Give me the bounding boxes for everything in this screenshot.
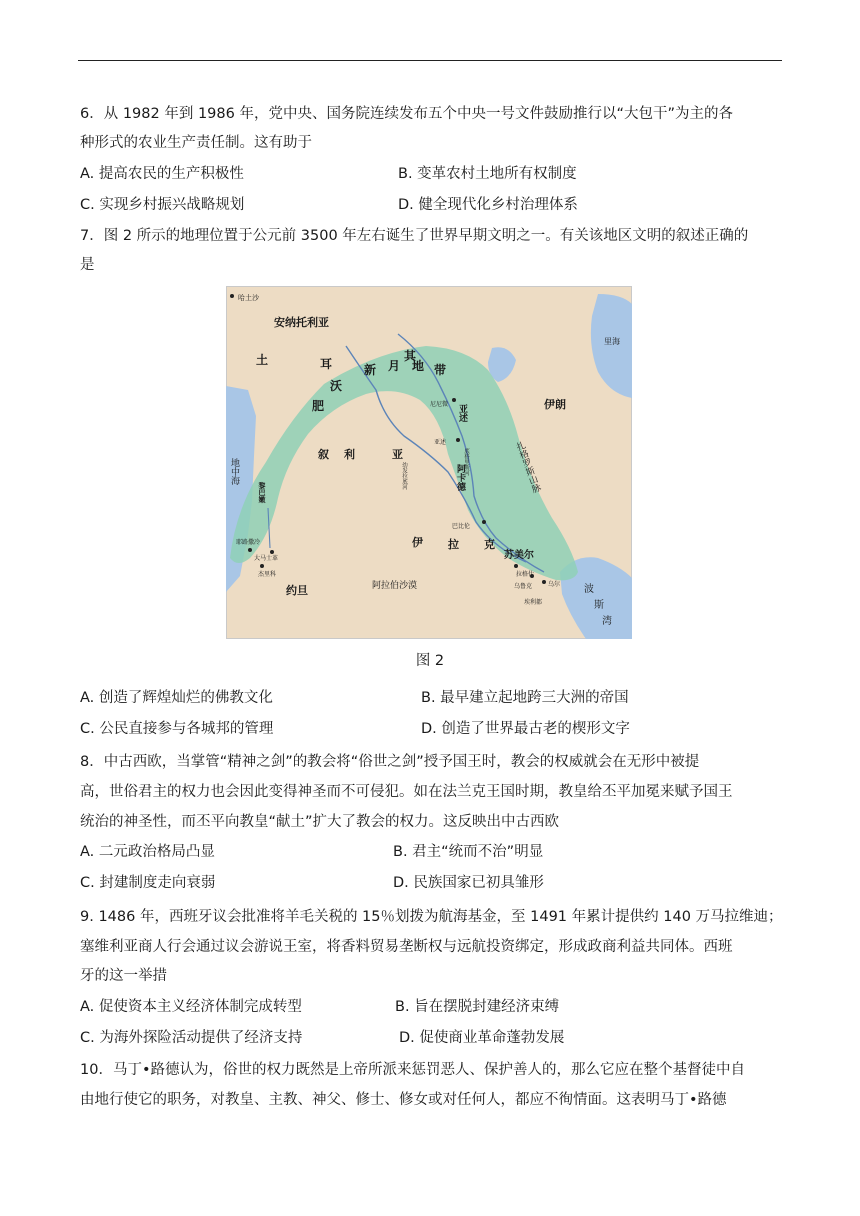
q8-stem-line2: 高，世俗君主的权力也会因此变得神圣而不可侵犯。如在法兰克王国时期，教皇给丕平加冕来赋予国王 xyxy=(80,784,733,800)
map-label-persian-gulf-1: 波 xyxy=(584,584,594,595)
q7-option-d[interactable]: D. 创造了世界最古老的楔形文字 xyxy=(421,721,630,737)
map-label-wo: 沃 xyxy=(330,379,343,393)
fertile-crescent-map xyxy=(226,286,632,639)
q8-option-a[interactable]: A. 二元政治格局凸显 xyxy=(80,844,215,860)
map-label-hatusha: 哈土沙 xyxy=(238,294,259,302)
map-city-dot xyxy=(248,548,252,552)
map-city-dot xyxy=(542,580,546,584)
map-label-xin: 新 xyxy=(364,363,377,377)
q8-stem-line3: 统治的神圣性，而丕平向教皇“献土”扩大了教会的权力。这反映出中古西欧 xyxy=(80,814,560,830)
map-label-iraq-ke: 克 xyxy=(484,538,495,551)
q10-stem-line1: 10．马丁•路德认为，俗世的权力既然是上帝所派来惩罚恶人、保护善人的，那么它应在整个基督徒中自 xyxy=(80,1062,745,1078)
map-label-iraq-la: 拉 xyxy=(448,538,459,551)
map-label-zagros: 扎格罗斯山脉 xyxy=(513,440,542,495)
map-label-euphrates: 幼发拉底河 xyxy=(401,462,407,490)
q8-stem-line1: 8．中古西欧，当掌管“精神之剑”的教会将“俗世之剑”授予国王时，教会的权威就会在无形中被提 xyxy=(80,754,700,770)
map-label-eridu: 埃利都 xyxy=(524,599,543,606)
map-label-nineveh: 尼尼微 xyxy=(430,401,449,408)
q7-option-a[interactable]: A. 创造了辉煌灿烂的佛教文化 xyxy=(80,690,273,706)
map-label-tigris: 底格里斯河 xyxy=(463,448,469,476)
map-label-arabian-desert: 阿拉伯沙漠 xyxy=(372,581,418,591)
map-label-persian-gulf-3: 湾 xyxy=(602,616,612,627)
q9-option-a[interactable]: A. 促使资本主义经济体制完成转型 xyxy=(80,999,302,1015)
q8-option-d[interactable]: D. 民族国家已初具雏形 xyxy=(393,875,544,891)
map-label-tu: 土 xyxy=(256,353,269,367)
map-city-dot xyxy=(456,438,460,442)
map-label-jordan: 约旦 xyxy=(286,584,308,597)
map-label-ur: 乌尔 xyxy=(548,581,561,588)
map-label-qi: 其 xyxy=(404,349,417,363)
q9-option-b[interactable]: B. 旨在摆脱封建经济束缚 xyxy=(395,999,560,1015)
q8-option-b[interactable]: B. 君主“统而不治”明显 xyxy=(393,844,544,860)
q9-stem-line1: 9. 1486 年，西班牙议会批准将羊毛关税的 15％划拨为航海基金，至 1491 年累计提供约 140 万马拉维迪； xyxy=(80,909,783,925)
q6-option-b[interactable]: B. 变革农村土地所有权制度 xyxy=(398,166,577,182)
q8-option-c[interactable]: C. 封建制度走向衰弱 xyxy=(80,875,216,891)
q6-stem-line1: 6．从 1982 年到 1986 年，党中央、国务院连续发布五个中央一号文件鼓励推行以“大包干”为主的各 xyxy=(80,106,733,122)
map-label-er: 耳 xyxy=(320,357,333,371)
q9-stem-line3: 牙的这一举措 xyxy=(80,968,167,984)
map-label-iraq-yi: 伊 xyxy=(412,536,423,549)
figure-caption: 图 2 xyxy=(415,653,445,669)
map-label-ya: 亚 xyxy=(392,448,403,461)
map-label-li: 利 xyxy=(344,448,355,461)
q10-stem-line2: 由地行使它的职务，对教皇、主教、神父、修士、修女或对任何人，都应不徇情面。这表明马丁•路德 xyxy=(80,1092,727,1108)
map-label-anatolia: 安纳托利亚 xyxy=(274,316,329,329)
map-city-dot xyxy=(514,564,518,568)
map-label-dai: 带 xyxy=(434,363,447,377)
map-label-jerusalem: 耶路撒冷 xyxy=(236,539,261,546)
map-label-persian-gulf-2: 斯 xyxy=(594,600,604,611)
map-label-di: 地 xyxy=(412,359,425,373)
map-label-jericho: 杰里科 xyxy=(258,571,277,578)
map-city-dot xyxy=(270,550,274,554)
map-city-dot xyxy=(260,564,264,568)
map-label-akkad: 阿卡德 xyxy=(455,464,465,491)
map-label-sumer: 苏美尔 xyxy=(504,550,534,561)
map-label-iran: 伊朗 xyxy=(544,398,566,411)
map-label-babylon: 巴比伦 xyxy=(452,523,471,530)
map-label-xu: 叙 xyxy=(318,448,329,461)
map-label-mediterranean: 地中海 xyxy=(229,458,239,485)
q9-stem-line2: 塞维利亚商人行会通过议会游说王室，将香料贸易垄断权与远航投资绑定，形成政商利益共同体。西班 xyxy=(80,939,733,955)
q9-option-d[interactable]: D. 促使商业革命蓬勃发展 xyxy=(399,1030,565,1046)
map-label-fei: 肥 xyxy=(312,399,325,413)
q6-stem-line2: 种形式的农业生产责任制。这有助于 xyxy=(80,135,312,151)
q6-option-a[interactable]: A. 提高农民的生产积极性 xyxy=(80,166,244,182)
q7-stem-line2: 是 xyxy=(80,257,95,273)
map-label-assyria: 亚述 xyxy=(457,404,467,422)
q6-option-d[interactable]: D. 健全现代化乡村治理体系 xyxy=(398,197,578,213)
q7-stem-line1: 7．图 2 所示的地理位置于公元前 3500 年左右诞生了世界早期文明之一。有关该地区文明的叙述正确的 xyxy=(80,228,749,244)
header-rule xyxy=(78,60,782,61)
q7-option-b[interactable]: B. 最早建立起地跨三大洲的帝国 xyxy=(421,690,629,706)
map-city-dot xyxy=(482,520,486,524)
map-label-uruk: 乌鲁克 xyxy=(514,583,533,590)
map-label-damascus: 大马士革 xyxy=(254,555,279,562)
map-label-yue: 月 xyxy=(388,359,401,373)
q9-option-c[interactable]: C. 为海外探险活动提供了经济支持 xyxy=(80,1030,303,1046)
q6-option-c[interactable]: C. 实现乡村振兴战略规划 xyxy=(80,197,245,213)
q7-option-c[interactable]: C. 公民直接参与各城邦的管理 xyxy=(80,721,274,737)
map-label-lagash: 拉格什 xyxy=(516,571,535,578)
map-label-caspian: 里海 xyxy=(604,337,620,346)
map-label-lebanon: 黎巴嫩 xyxy=(258,482,266,503)
map-city-dot xyxy=(452,398,456,402)
map-city-dot xyxy=(230,294,234,298)
map-label-ashur: 亚述 xyxy=(434,439,447,446)
